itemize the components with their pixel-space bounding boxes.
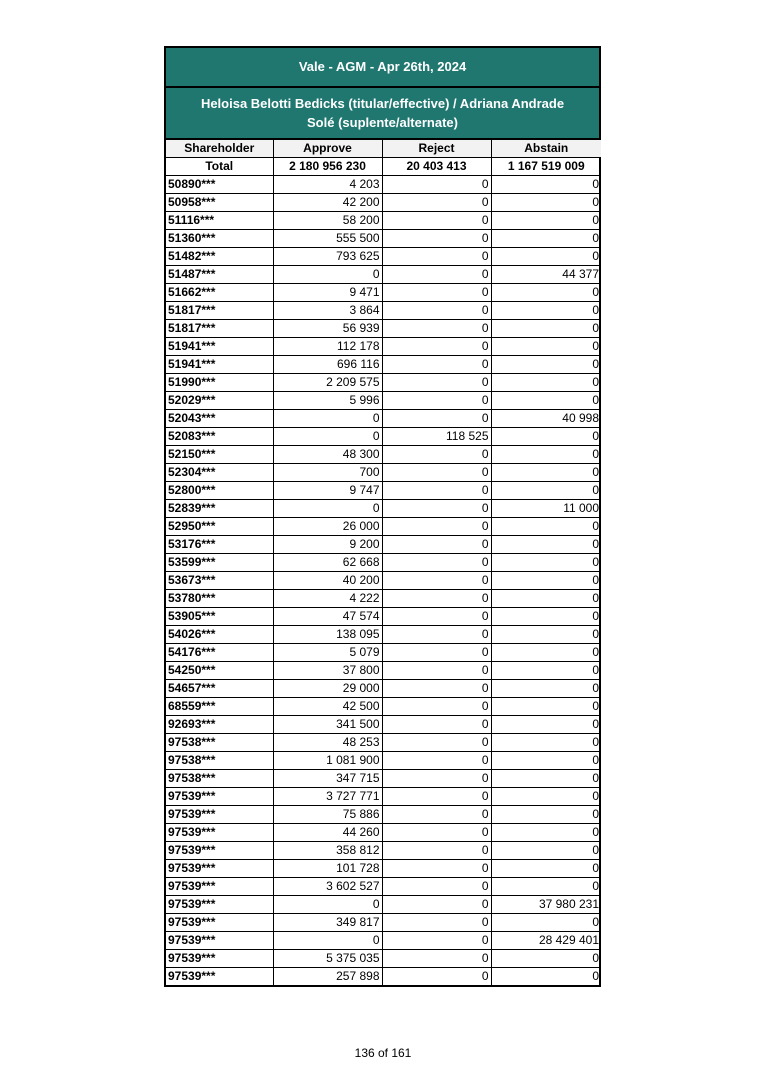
total-approve: 2 180 956 230 <box>273 158 382 176</box>
approve-cell: 112 178 <box>273 338 382 356</box>
abstain-cell: 0 <box>491 806 601 824</box>
abstain-cell: 0 <box>491 284 601 302</box>
shareholder-cell: 52800*** <box>166 482 273 500</box>
reject-cell: 0 <box>382 212 491 230</box>
table-row <box>166 788 601 806</box>
shareholder-cell: 52029*** <box>166 392 273 410</box>
approve-cell: 4 222 <box>273 590 382 608</box>
table-row <box>166 194 601 212</box>
reject-cell: 0 <box>382 716 491 734</box>
abstain-cell: 0 <box>491 950 601 968</box>
table-row <box>166 698 601 716</box>
abstain-cell: 0 <box>491 176 601 194</box>
abstain-cell: 0 <box>491 914 601 932</box>
reject-cell: 0 <box>382 968 491 986</box>
shareholder-cell: 97539*** <box>166 788 273 806</box>
approve-cell: 358 812 <box>273 842 382 860</box>
total-label: Total <box>166 158 273 176</box>
abstain-cell: 0 <box>491 356 601 374</box>
reject-cell: 0 <box>382 410 491 428</box>
reject-cell: 0 <box>382 752 491 770</box>
abstain-cell: 0 <box>491 572 601 590</box>
shareholder-cell: 50958*** <box>166 194 273 212</box>
shareholder-cell: 97539*** <box>166 950 273 968</box>
shareholder-cell: 51487*** <box>166 266 273 284</box>
table-row <box>166 248 601 266</box>
shareholder-cell: 97539*** <box>166 878 273 896</box>
page-number: 136 of 161 <box>354 1046 412 1060</box>
shareholder-cell: 51116*** <box>166 212 273 230</box>
table-row <box>166 806 601 824</box>
approve-cell: 48 253 <box>273 734 382 752</box>
header-row <box>166 140 601 158</box>
table-row <box>166 356 601 374</box>
approve-cell: 48 300 <box>273 446 382 464</box>
approve-cell: 138 095 <box>273 626 382 644</box>
table-row <box>166 842 601 860</box>
table-row <box>166 338 601 356</box>
approve-cell: 0 <box>273 500 382 518</box>
abstain-cell: 11 000 <box>491 500 601 518</box>
abstain-cell: 0 <box>491 338 601 356</box>
reject-cell: 0 <box>382 446 491 464</box>
abstain-cell: 0 <box>491 320 601 338</box>
shareholder-cell: 97539*** <box>166 860 273 878</box>
total-abstain: 1 167 519 009 <box>491 158 601 176</box>
approve-cell: 44 260 <box>273 824 382 842</box>
reject-cell: 0 <box>382 878 491 896</box>
reject-cell: 0 <box>382 500 491 518</box>
abstain-cell: 0 <box>491 734 601 752</box>
page-title: Vale - AGM - Apr 26th, 2024 <box>166 48 599 88</box>
shareholder-cell: 97539*** <box>166 968 273 986</box>
vote-table-sheet <box>164 46 601 987</box>
reject-cell: 0 <box>382 698 491 716</box>
approve-cell: 793 625 <box>273 248 382 266</box>
shareholder-cell: 53176*** <box>166 536 273 554</box>
approve-cell: 3 864 <box>273 302 382 320</box>
table-row <box>166 284 601 302</box>
table-row <box>166 266 601 284</box>
shareholder-cell: 50890*** <box>166 176 273 194</box>
reject-cell: 0 <box>382 464 491 482</box>
table-row <box>166 536 601 554</box>
table-row <box>166 752 601 770</box>
table-row <box>166 968 601 986</box>
column-header-shareholder: Shareholder <box>166 140 273 158</box>
reject-cell: 0 <box>382 788 491 806</box>
reject-cell: 0 <box>382 770 491 788</box>
approve-cell: 696 116 <box>273 356 382 374</box>
table-row <box>166 230 601 248</box>
reject-cell: 0 <box>382 734 491 752</box>
reject-cell: 0 <box>382 320 491 338</box>
shareholder-cell: 52839*** <box>166 500 273 518</box>
table-row <box>166 716 601 734</box>
approve-cell: 75 886 <box>273 806 382 824</box>
table-row <box>166 878 601 896</box>
table-row <box>166 734 601 752</box>
reject-cell: 0 <box>382 842 491 860</box>
shareholder-cell: 52043*** <box>166 410 273 428</box>
approve-cell: 42 500 <box>273 698 382 716</box>
shareholder-cell: 51360*** <box>166 230 273 248</box>
abstain-cell: 28 429 401 <box>491 932 601 950</box>
table-row <box>166 482 601 500</box>
column-header-approve: Approve <box>273 140 382 158</box>
table-row <box>166 932 601 950</box>
approve-cell: 29 000 <box>273 680 382 698</box>
abstain-cell: 0 <box>491 842 601 860</box>
shareholder-cell: 54657*** <box>166 680 273 698</box>
shareholder-cell: 97539*** <box>166 914 273 932</box>
abstain-cell: 0 <box>491 212 601 230</box>
shareholder-cell: 53905*** <box>166 608 273 626</box>
reject-cell: 0 <box>382 356 491 374</box>
reject-cell: 0 <box>382 932 491 950</box>
shareholder-cell: 51941*** <box>166 356 273 374</box>
reject-cell: 0 <box>382 950 491 968</box>
table-row <box>166 446 601 464</box>
abstain-cell: 0 <box>491 788 601 806</box>
approve-cell: 257 898 <box>273 968 382 986</box>
table-row <box>166 644 601 662</box>
abstain-cell: 0 <box>491 194 601 212</box>
abstain-cell: 0 <box>491 518 601 536</box>
approve-cell: 42 200 <box>273 194 382 212</box>
table-row <box>166 824 601 842</box>
table-row <box>166 212 601 230</box>
votes-table <box>166 140 601 985</box>
table-row <box>166 500 601 518</box>
approve-cell: 5 375 035 <box>273 950 382 968</box>
reject-cell: 0 <box>382 824 491 842</box>
shareholder-cell: 52150*** <box>166 446 273 464</box>
abstain-cell: 0 <box>491 680 601 698</box>
abstain-cell: 0 <box>491 590 601 608</box>
abstain-cell: 0 <box>491 446 601 464</box>
abstain-cell: 0 <box>491 860 601 878</box>
table-row <box>166 608 601 626</box>
reject-cell: 0 <box>382 572 491 590</box>
table-row <box>166 554 601 572</box>
abstain-cell: 0 <box>491 230 601 248</box>
abstain-cell: 0 <box>491 770 601 788</box>
abstain-cell: 40 998 <box>491 410 601 428</box>
approve-cell: 37 800 <box>273 662 382 680</box>
approve-cell: 0 <box>273 266 382 284</box>
reject-cell: 0 <box>382 608 491 626</box>
abstain-cell: 0 <box>491 428 601 446</box>
reject-cell: 0 <box>382 914 491 932</box>
shareholder-cell: 52083*** <box>166 428 273 446</box>
abstain-cell: 0 <box>491 608 601 626</box>
approve-cell: 349 817 <box>273 914 382 932</box>
approve-cell: 9 200 <box>273 536 382 554</box>
shareholder-cell: 54176*** <box>166 644 273 662</box>
reject-cell: 0 <box>382 644 491 662</box>
abstain-cell: 0 <box>491 968 601 986</box>
shareholder-cell: 51941*** <box>166 338 273 356</box>
abstain-cell: 0 <box>491 626 601 644</box>
abstain-cell: 0 <box>491 536 601 554</box>
reject-cell: 0 <box>382 248 491 266</box>
abstain-cell: 0 <box>491 644 601 662</box>
table-row <box>166 680 601 698</box>
shareholder-cell: 51662*** <box>166 284 273 302</box>
abstain-cell: 0 <box>491 878 601 896</box>
abstain-cell: 37 980 231 <box>491 896 601 914</box>
approve-cell: 2 209 575 <box>273 374 382 392</box>
approve-cell: 347 715 <box>273 770 382 788</box>
table-row <box>166 428 601 446</box>
reject-cell: 0 <box>382 230 491 248</box>
reject-cell: 118 525 <box>382 428 491 446</box>
approve-cell: 5 079 <box>273 644 382 662</box>
table-row <box>166 464 601 482</box>
approve-cell: 700 <box>273 464 382 482</box>
table-row <box>166 950 601 968</box>
total-row <box>166 158 601 176</box>
approve-cell: 58 200 <box>273 212 382 230</box>
reject-cell: 0 <box>382 662 491 680</box>
abstain-cell: 0 <box>491 662 601 680</box>
shareholder-cell: 54026*** <box>166 626 273 644</box>
reject-cell: 0 <box>382 680 491 698</box>
table-row <box>166 176 601 194</box>
table-row <box>166 860 601 878</box>
abstain-cell: 0 <box>491 824 601 842</box>
shareholder-cell: 97538*** <box>166 752 273 770</box>
approve-cell: 341 500 <box>273 716 382 734</box>
reject-cell: 0 <box>382 626 491 644</box>
table-row <box>166 914 601 932</box>
approve-cell: 40 200 <box>273 572 382 590</box>
table-row <box>166 410 601 428</box>
candidate-subtitle: Heloisa Belotti Bedicks (titular/effective) / Adriana Andrade Solé (suplente/alternate) <box>166 88 599 140</box>
total-reject: 20 403 413 <box>382 158 491 176</box>
approve-cell: 26 000 <box>273 518 382 536</box>
reject-cell: 0 <box>382 482 491 500</box>
approve-cell: 9 747 <box>273 482 382 500</box>
approve-cell: 4 203 <box>273 176 382 194</box>
shareholder-cell: 92693*** <box>166 716 273 734</box>
shareholder-cell: 97539*** <box>166 824 273 842</box>
table-row <box>166 770 601 788</box>
reject-cell: 0 <box>382 860 491 878</box>
shareholder-cell: 51817*** <box>166 302 273 320</box>
shareholder-cell: 52304*** <box>166 464 273 482</box>
approve-cell: 62 668 <box>273 554 382 572</box>
column-header-abstain: Abstain <box>491 140 601 158</box>
reject-cell: 0 <box>382 194 491 212</box>
approve-cell: 0 <box>273 896 382 914</box>
shareholder-cell: 53599*** <box>166 554 273 572</box>
shareholder-cell: 97539*** <box>166 806 273 824</box>
shareholder-cell: 97539*** <box>166 932 273 950</box>
table-row <box>166 392 601 410</box>
abstain-cell: 0 <box>491 482 601 500</box>
shareholder-cell: 97539*** <box>166 896 273 914</box>
table-row <box>166 590 601 608</box>
abstain-cell: 0 <box>491 554 601 572</box>
abstain-cell: 44 377 <box>491 266 601 284</box>
shareholder-cell: 51482*** <box>166 248 273 266</box>
abstain-cell: 0 <box>491 248 601 266</box>
approve-cell: 0 <box>273 932 382 950</box>
shareholder-cell: 54250*** <box>166 662 273 680</box>
approve-cell: 0 <box>273 410 382 428</box>
reject-cell: 0 <box>382 302 491 320</box>
reject-cell: 0 <box>382 554 491 572</box>
table-row <box>166 896 601 914</box>
abstain-cell: 0 <box>491 392 601 410</box>
shareholder-cell: 68559*** <box>166 698 273 716</box>
column-header-reject: Reject <box>382 140 491 158</box>
reject-cell: 0 <box>382 266 491 284</box>
shareholder-cell: 53673*** <box>166 572 273 590</box>
reject-cell: 0 <box>382 284 491 302</box>
reject-cell: 0 <box>382 590 491 608</box>
shareholder-cell: 97539*** <box>166 842 273 860</box>
shareholder-cell: 53780*** <box>166 590 273 608</box>
abstain-cell: 0 <box>491 464 601 482</box>
abstain-cell: 0 <box>491 716 601 734</box>
table-row <box>166 572 601 590</box>
table-row <box>166 302 601 320</box>
table-row <box>166 320 601 338</box>
abstain-cell: 0 <box>491 752 601 770</box>
table-row <box>166 626 601 644</box>
approve-cell: 3 727 771 <box>273 788 382 806</box>
approve-cell: 9 471 <box>273 284 382 302</box>
abstain-cell: 0 <box>491 698 601 716</box>
table-row <box>166 518 601 536</box>
reject-cell: 0 <box>382 338 491 356</box>
reject-cell: 0 <box>382 518 491 536</box>
approve-cell: 56 939 <box>273 320 382 338</box>
shareholder-cell: 97538*** <box>166 734 273 752</box>
abstain-cell: 0 <box>491 302 601 320</box>
approve-cell: 1 081 900 <box>273 752 382 770</box>
reject-cell: 0 <box>382 806 491 824</box>
reject-cell: 0 <box>382 374 491 392</box>
table-row <box>166 374 601 392</box>
shareholder-cell: 51817*** <box>166 320 273 338</box>
shareholder-cell: 52950*** <box>166 518 273 536</box>
reject-cell: 0 <box>382 176 491 194</box>
reject-cell: 0 <box>382 392 491 410</box>
approve-cell: 3 602 527 <box>273 878 382 896</box>
table-row <box>166 662 601 680</box>
shareholder-cell: 51990*** <box>166 374 273 392</box>
approve-cell: 47 574 <box>273 608 382 626</box>
abstain-cell: 0 <box>491 374 601 392</box>
approve-cell: 101 728 <box>273 860 382 878</box>
approve-cell: 555 500 <box>273 230 382 248</box>
approve-cell: 5 996 <box>273 392 382 410</box>
approve-cell: 0 <box>273 428 382 446</box>
reject-cell: 0 <box>382 536 491 554</box>
shareholder-cell: 97538*** <box>166 770 273 788</box>
reject-cell: 0 <box>382 896 491 914</box>
